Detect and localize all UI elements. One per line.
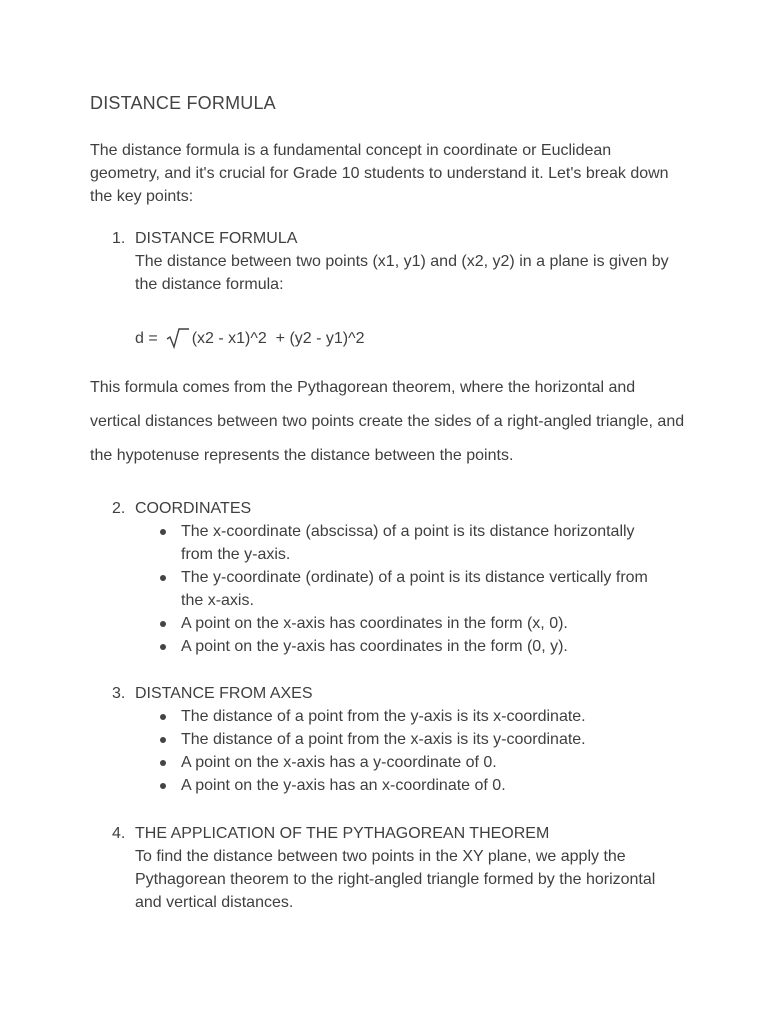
list-item <box>158 728 651 751</box>
section-distance-from-axes <box>112 682 692 797</box>
bullet-icon <box>160 529 166 535</box>
list-item-text: A point on the x-axis has a y-coordinate of 0. <box>181 754 497 771</box>
section-coordinates <box>112 497 692 658</box>
pythagorean-note: This formula comes from the Pythagorean theorem, where the horizontal and vertical distances between two points create the sides of a right-angled triangle, and the hypotenuse represents the distance between the points. <box>90 379 685 464</box>
section-distance-formula <box>112 227 692 296</box>
list-item-text: The x-coordinate (abscissa) of a point is its distance horizontally from the y-axis. <box>181 523 635 563</box>
list-item <box>158 566 651 612</box>
formula-rhs: (x2 - x1)^2 + (y2 - y1)^2 <box>191 330 365 347</box>
list-item-text: A point on the y-axis has coordinates in the form (0, y). <box>181 638 568 655</box>
bullet-icon <box>160 644 166 650</box>
list-item <box>158 612 651 635</box>
section-pythagorean-application <box>112 822 692 914</box>
list-item-text: The distance of a point from the x-axis is its y-coordinate. <box>181 731 586 748</box>
document-title: DISTANCE FORMULA <box>90 93 276 113</box>
section-number: 4. <box>112 825 126 842</box>
bullet-list <box>158 520 692 658</box>
list-item <box>158 705 651 728</box>
bullet-icon <box>160 760 166 766</box>
distance-formula-equation <box>135 326 365 350</box>
bullet-icon <box>160 714 166 720</box>
bullet-icon <box>160 621 166 627</box>
list-item <box>158 774 651 797</box>
list-item <box>158 635 651 658</box>
section-title: COORDINATES <box>135 500 252 517</box>
bullet-icon <box>160 575 166 581</box>
formula-lhs: d = <box>135 330 158 347</box>
section-number: 2. <box>112 500 126 517</box>
section-title: THE APPLICATION OF THE PYTHAGOREAN THEOREM <box>135 825 550 842</box>
list-item-text: A point on the y-axis has an x-coordinate of 0. <box>181 777 506 794</box>
list-item <box>158 520 651 566</box>
section-number: 3. <box>112 685 126 702</box>
section-title: DISTANCE FROM AXES <box>135 685 313 702</box>
section-body: The distance between two points (x1, y1) and (x2, y2) in a plane is given by the distance formula: <box>135 253 669 293</box>
section-number: 1. <box>112 230 126 247</box>
list-item-text: A point on the x-axis has coordinates in the form (x, 0). <box>181 615 568 632</box>
bullet-list <box>158 705 692 797</box>
section-body: To find the distance between two points in the XY plane, we apply the Pythagorean theorem to the right-angled triangle formed by the horizontal and vertical distances. <box>135 848 656 911</box>
section-title: DISTANCE FORMULA <box>135 230 298 247</box>
list-item <box>158 751 651 774</box>
list-item-text: The y-coordinate (ordinate) of a point is its distance vertically from the x-axis. <box>181 569 648 609</box>
square-root-icon <box>166 326 190 350</box>
bullet-icon <box>160 737 166 743</box>
intro-paragraph: The distance formula is a fundamental concept in coordinate or Euclidean geometry, and it's crucial for Grade 10 students to understand it. Let's break down the key points: <box>90 142 669 205</box>
bullet-icon <box>160 783 166 789</box>
list-item-text: The distance of a point from the y-axis is its x-coordinate. <box>181 708 586 725</box>
